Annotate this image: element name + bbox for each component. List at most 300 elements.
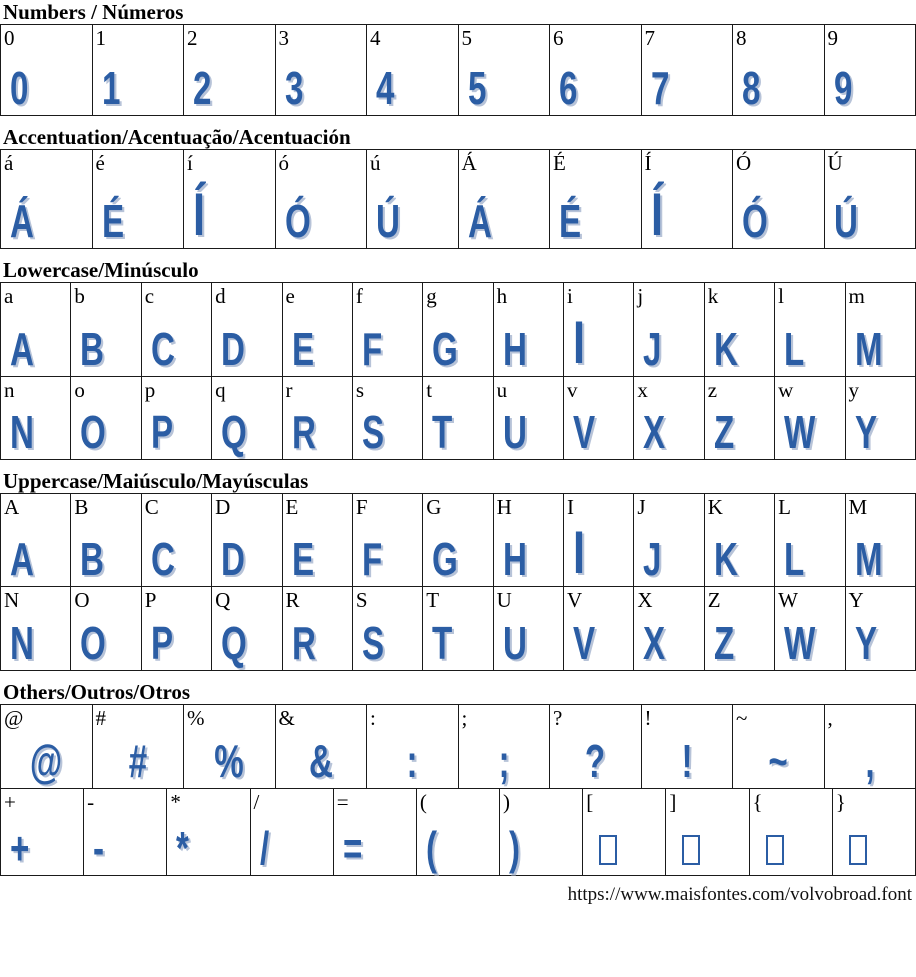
glyph-grid-others <box>0 704 916 876</box>
specimen-section-others <box>0 682 916 876</box>
char-glyph: N <box>10 412 34 453</box>
glyph-row <box>0 586 916 671</box>
char-glyph: Q <box>221 412 247 453</box>
missing-glyph-box <box>766 835 784 865</box>
glyph-cell <box>211 282 282 377</box>
char-label: h <box>497 283 508 309</box>
glyph-row <box>0 376 916 460</box>
char-glyph: C <box>151 539 175 580</box>
glyph-cell <box>493 586 564 671</box>
char-label: O <box>74 587 89 613</box>
glyph-cell <box>641 149 734 249</box>
char-glyph: 8 <box>742 68 760 109</box>
char-glyph: H <box>503 329 527 370</box>
char-glyph: 6 <box>559 68 577 109</box>
glyph-cell <box>275 24 368 116</box>
char-glyph: P <box>151 412 173 453</box>
glyph-cell <box>0 704 93 789</box>
char-label: J <box>637 494 645 520</box>
char-glyph: ~ <box>769 741 788 782</box>
char-label: + <box>4 789 16 815</box>
char-label: Á <box>462 150 477 176</box>
char-glyph: J <box>643 539 661 580</box>
missing-glyph-box <box>849 835 867 865</box>
char-glyph: L <box>784 329 804 370</box>
char-glyph: N <box>10 623 34 664</box>
char-glyph: ) <box>509 828 520 869</box>
char-label: É <box>553 150 566 176</box>
glyph-cell <box>166 788 250 876</box>
char-label: 8 <box>736 25 747 51</box>
char-label: } <box>836 789 846 815</box>
char-glyph: , <box>865 741 874 782</box>
char-label: k <box>708 283 719 309</box>
char-label: : <box>370 705 376 731</box>
char-glyph: W <box>784 623 815 664</box>
char-label: % <box>187 705 205 731</box>
glyph-cell <box>774 376 845 460</box>
char-glyph: D <box>221 539 245 580</box>
char-label: o <box>74 377 85 403</box>
font-specimen-page <box>0 2 916 876</box>
char-glyph: E <box>292 539 314 580</box>
char-glyph: M <box>855 539 883 580</box>
glyph-cell <box>704 586 775 671</box>
char-glyph: J <box>643 329 661 370</box>
glyph-row <box>0 788 916 876</box>
char-label: P <box>145 587 157 613</box>
glyph-grid-uppercase <box>0 493 916 671</box>
char-glyph: Z <box>714 412 734 453</box>
source-url[interactable]: https://www.maisfontes.com/volvobroad.font <box>568 884 912 907</box>
char-glyph: Q <box>221 623 247 664</box>
glyph-cell <box>633 493 704 587</box>
char-glyph: Á <box>468 201 492 242</box>
char-label: v <box>567 377 578 403</box>
char-glyph: Í <box>193 188 205 242</box>
char-glyph: A <box>10 539 34 580</box>
glyph-grid-lowercase <box>0 282 916 460</box>
char-label: & <box>279 705 295 731</box>
char-label: u <box>497 377 508 403</box>
glyph-cell <box>845 282 916 377</box>
char-glyph: + <box>10 828 29 869</box>
section-title-accentuation: Accentuation/Acentuação/Acentuación <box>3 127 916 148</box>
char-label: I <box>567 494 574 520</box>
char-label: s <box>356 377 364 403</box>
glyph-cell <box>282 493 353 587</box>
char-label: í <box>187 150 193 176</box>
glyph-cell <box>352 586 423 671</box>
char-label: C <box>145 494 159 520</box>
char-glyph: % <box>215 741 244 782</box>
glyph-cell <box>333 788 417 876</box>
glyph-cell <box>183 704 276 789</box>
char-glyph: 9 <box>834 68 852 109</box>
char-glyph: C <box>151 329 175 370</box>
char-label: 1 <box>96 25 107 51</box>
char-label: # <box>96 705 107 731</box>
glyph-cell <box>92 704 185 789</box>
char-glyph: U <box>503 412 527 453</box>
glyph-cell <box>732 24 825 116</box>
glyph-cell <box>141 376 212 460</box>
glyph-cell <box>824 24 916 116</box>
char-label: 6 <box>553 25 564 51</box>
char-glyph: M <box>855 329 883 370</box>
glyph-cell <box>422 586 493 671</box>
char-label: Z <box>708 587 721 613</box>
char-label: V <box>567 587 582 613</box>
glyph-cell <box>832 788 916 876</box>
glyph-cell <box>774 282 845 377</box>
char-glyph: T <box>432 623 452 664</box>
char-label: K <box>708 494 723 520</box>
glyph-cell <box>582 788 666 876</box>
char-label: 0 <box>4 25 15 51</box>
glyph-cell <box>641 24 734 116</box>
char-glyph: L <box>784 539 804 580</box>
glyph-cell <box>824 149 916 249</box>
glyph-cell <box>563 376 634 460</box>
char-label: r <box>286 377 293 403</box>
char-label: ; <box>462 705 468 731</box>
char-glyph: I <box>573 316 585 370</box>
section-title-numbers: Numbers / Números <box>3 2 916 23</box>
char-label: , <box>828 705 833 731</box>
char-label: q <box>215 377 226 403</box>
glyph-cell <box>70 376 141 460</box>
char-glyph: E <box>292 329 314 370</box>
char-label: 9 <box>828 25 839 51</box>
char-glyph: S <box>362 623 384 664</box>
char-label: @ <box>4 705 23 731</box>
glyph-cell <box>774 493 845 587</box>
char-label: 7 <box>645 25 656 51</box>
char-glyph: B <box>80 539 104 580</box>
char-label: S <box>356 587 368 613</box>
char-label: ( <box>420 789 427 815</box>
glyph-row <box>0 704 916 789</box>
char-glyph: Ó <box>285 201 311 242</box>
glyph-cell <box>366 24 459 116</box>
specimen-section-lowercase <box>0 260 916 460</box>
glyph-row <box>0 24 916 116</box>
char-glyph: Á <box>10 201 34 242</box>
char-label: ! <box>645 705 652 731</box>
glyph-cell <box>824 704 916 789</box>
char-glyph: A <box>10 329 34 370</box>
char-label: m <box>849 283 865 309</box>
glyph-cell <box>845 376 916 460</box>
glyph-cell <box>732 149 825 249</box>
char-label: Ú <box>828 150 843 176</box>
glyph-cell <box>845 586 916 671</box>
glyph-cell <box>92 24 185 116</box>
char-label: e <box>286 283 295 309</box>
char-glyph: V <box>573 623 595 664</box>
glyph-cell <box>366 704 459 789</box>
char-label: G <box>426 494 441 520</box>
glyph-cell <box>282 586 353 671</box>
glyph-cell <box>493 493 564 587</box>
char-label: [ <box>586 789 593 815</box>
glyph-cell <box>0 788 84 876</box>
char-glyph: F <box>362 539 382 580</box>
char-glyph: I <box>573 526 585 580</box>
char-label: n <box>4 377 15 403</box>
char-glyph: R <box>292 412 316 453</box>
char-glyph: 2 <box>193 68 211 109</box>
missing-glyph-box <box>682 835 700 865</box>
char-glyph: Z <box>714 623 734 664</box>
char-label: w <box>778 377 793 403</box>
section-title-lowercase: Lowercase/Minúsculo <box>3 260 916 281</box>
glyph-cell <box>282 376 353 460</box>
char-glyph: R <box>292 623 316 664</box>
char-glyph: 0 <box>10 68 28 109</box>
char-glyph: K <box>714 539 738 580</box>
char-glyph: ? <box>585 741 605 782</box>
glyph-cell <box>704 282 775 377</box>
char-glyph: Ú <box>376 201 400 242</box>
char-glyph: K <box>714 329 738 370</box>
char-label: X <box>637 587 652 613</box>
char-label: f <box>356 283 363 309</box>
glyph-cell <box>665 788 749 876</box>
specimen-section-accentuation <box>0 127 916 249</box>
char-glyph: @ <box>30 741 62 782</box>
char-glyph: / <box>260 828 269 869</box>
char-label: D <box>215 494 230 520</box>
char-label: L <box>778 494 791 520</box>
specimen-section-uppercase <box>0 471 916 671</box>
char-label: Q <box>215 587 230 613</box>
glyph-cell <box>549 24 642 116</box>
glyph-cell <box>211 376 282 460</box>
char-glyph: Ó <box>742 201 768 242</box>
glyph-cell <box>211 493 282 587</box>
section-title-others: Others/Outros/Otros <box>3 682 916 703</box>
char-label: 3 <box>279 25 290 51</box>
char-label: H <box>497 494 512 520</box>
glyph-cell <box>704 376 775 460</box>
char-label: b <box>74 283 85 309</box>
char-label: 2 <box>187 25 198 51</box>
glyph-cell <box>704 493 775 587</box>
char-label: x <box>637 377 648 403</box>
glyph-cell <box>0 586 71 671</box>
char-glyph: # <box>129 741 147 782</box>
char-label: N <box>4 587 19 613</box>
char-label: á <box>4 150 13 176</box>
char-label: R <box>286 587 300 613</box>
glyph-cell <box>633 586 704 671</box>
glyph-cell <box>458 704 551 789</box>
char-glyph: W <box>784 412 815 453</box>
glyph-row <box>0 149 916 249</box>
char-glyph: O <box>80 623 106 664</box>
char-glyph: 3 <box>285 68 303 109</box>
char-glyph: X <box>643 623 665 664</box>
char-label: z <box>708 377 717 403</box>
glyph-grid-numbers <box>0 24 916 116</box>
char-glyph: É <box>559 201 581 242</box>
glyph-cell <box>422 282 493 377</box>
char-label: g <box>426 283 437 309</box>
char-glyph: : <box>407 741 418 782</box>
char-label: ú <box>370 150 381 176</box>
glyph-cell <box>141 282 212 377</box>
glyph-cell <box>92 149 185 249</box>
glyph-cell <box>493 376 564 460</box>
char-label: / <box>254 789 260 815</box>
char-label: Í <box>645 150 652 176</box>
char-glyph: = <box>343 828 362 869</box>
glyph-cell <box>563 282 634 377</box>
char-glyph: ( <box>426 828 437 869</box>
char-glyph: P <box>151 623 173 664</box>
char-label: ] <box>669 789 676 815</box>
char-label: l <box>778 283 784 309</box>
char-label: ~ <box>736 705 747 731</box>
glyph-cell <box>183 24 276 116</box>
glyph-cell <box>275 149 368 249</box>
char-glyph: O <box>80 412 106 453</box>
char-label: U <box>497 587 512 613</box>
char-label: M <box>849 494 868 520</box>
glyph-cell <box>250 788 334 876</box>
char-glyph: F <box>362 329 382 370</box>
char-label: F <box>356 494 368 520</box>
char-label: d <box>215 283 226 309</box>
glyph-cell <box>549 149 642 249</box>
char-glyph: V <box>573 412 595 453</box>
char-glyph: É <box>102 201 124 242</box>
char-glyph: T <box>432 412 452 453</box>
glyph-cell <box>499 788 583 876</box>
char-label: - <box>87 789 94 815</box>
missing-glyph-box <box>599 835 617 865</box>
char-label: ? <box>553 705 562 731</box>
glyph-cell <box>493 282 564 377</box>
char-glyph: H <box>503 539 527 580</box>
glyph-cell <box>422 376 493 460</box>
glyph-grid-accentuation <box>0 149 916 249</box>
glyph-cell <box>275 704 368 789</box>
char-label: { <box>753 789 763 815</box>
char-label: ó <box>279 150 290 176</box>
char-glyph: & <box>309 741 333 782</box>
char-glyph: 5 <box>468 68 486 109</box>
char-glyph: - <box>93 828 104 869</box>
char-label: W <box>778 587 798 613</box>
glyph-cell <box>141 493 212 587</box>
glyph-cell <box>633 282 704 377</box>
char-glyph: * <box>176 828 189 869</box>
glyph-cell <box>211 586 282 671</box>
char-glyph: Í <box>651 188 663 242</box>
section-title-uppercase: Uppercase/Maiúsculo/Mayúsculas <box>3 471 916 492</box>
glyph-cell <box>0 149 93 249</box>
glyph-row <box>0 493 916 587</box>
char-label: p <box>145 377 156 403</box>
char-label: c <box>145 283 154 309</box>
glyph-cell <box>749 788 833 876</box>
char-label: 4 <box>370 25 381 51</box>
glyph-cell <box>282 282 353 377</box>
char-glyph: 1 <box>102 68 120 109</box>
glyph-cell <box>352 493 423 587</box>
glyph-cell <box>70 586 141 671</box>
char-label: = <box>337 789 349 815</box>
glyph-cell <box>563 493 634 587</box>
char-glyph: G <box>432 329 458 370</box>
char-label: ) <box>503 789 510 815</box>
glyph-cell <box>183 149 276 249</box>
glyph-cell <box>352 282 423 377</box>
glyph-cell <box>352 376 423 460</box>
glyph-cell <box>0 282 71 377</box>
char-glyph: Y <box>855 412 877 453</box>
glyph-cell <box>633 376 704 460</box>
glyph-cell <box>774 586 845 671</box>
char-label: é <box>96 150 105 176</box>
glyph-cell <box>0 493 71 587</box>
char-glyph: S <box>362 412 384 453</box>
glyph-cell <box>416 788 500 876</box>
char-glyph: G <box>432 539 458 580</box>
char-label: A <box>4 494 19 520</box>
char-label: y <box>849 377 860 403</box>
char-label: B <box>74 494 88 520</box>
char-label: Y <box>849 587 864 613</box>
char-label: 5 <box>462 25 473 51</box>
char-glyph: X <box>643 412 665 453</box>
char-label: E <box>286 494 299 520</box>
char-glyph: 4 <box>376 68 394 109</box>
glyph-cell <box>0 24 93 116</box>
char-glyph: D <box>221 329 245 370</box>
char-glyph: Y <box>855 623 877 664</box>
char-glyph: B <box>80 329 104 370</box>
glyph-row <box>0 282 916 377</box>
char-label: * <box>170 789 181 815</box>
glyph-cell <box>141 586 212 671</box>
char-label: i <box>567 283 573 309</box>
glyph-cell <box>422 493 493 587</box>
glyph-cell <box>641 704 734 789</box>
char-glyph: Ú <box>834 201 858 242</box>
glyph-cell <box>366 149 459 249</box>
char-label: t <box>426 377 432 403</box>
char-label: j <box>637 283 643 309</box>
char-label: Ó <box>736 150 751 176</box>
glyph-cell <box>70 282 141 377</box>
char-label: T <box>426 587 439 613</box>
glyph-cell <box>70 493 141 587</box>
char-glyph: U <box>503 623 527 664</box>
glyph-cell <box>563 586 634 671</box>
glyph-cell <box>732 704 825 789</box>
glyph-cell <box>0 376 71 460</box>
char-glyph: ! <box>681 741 692 782</box>
char-glyph: ; <box>498 741 509 782</box>
glyph-cell <box>458 149 551 249</box>
glyph-cell <box>845 493 916 587</box>
specimen-section-numbers <box>0 2 916 116</box>
char-glyph: 7 <box>651 68 669 109</box>
